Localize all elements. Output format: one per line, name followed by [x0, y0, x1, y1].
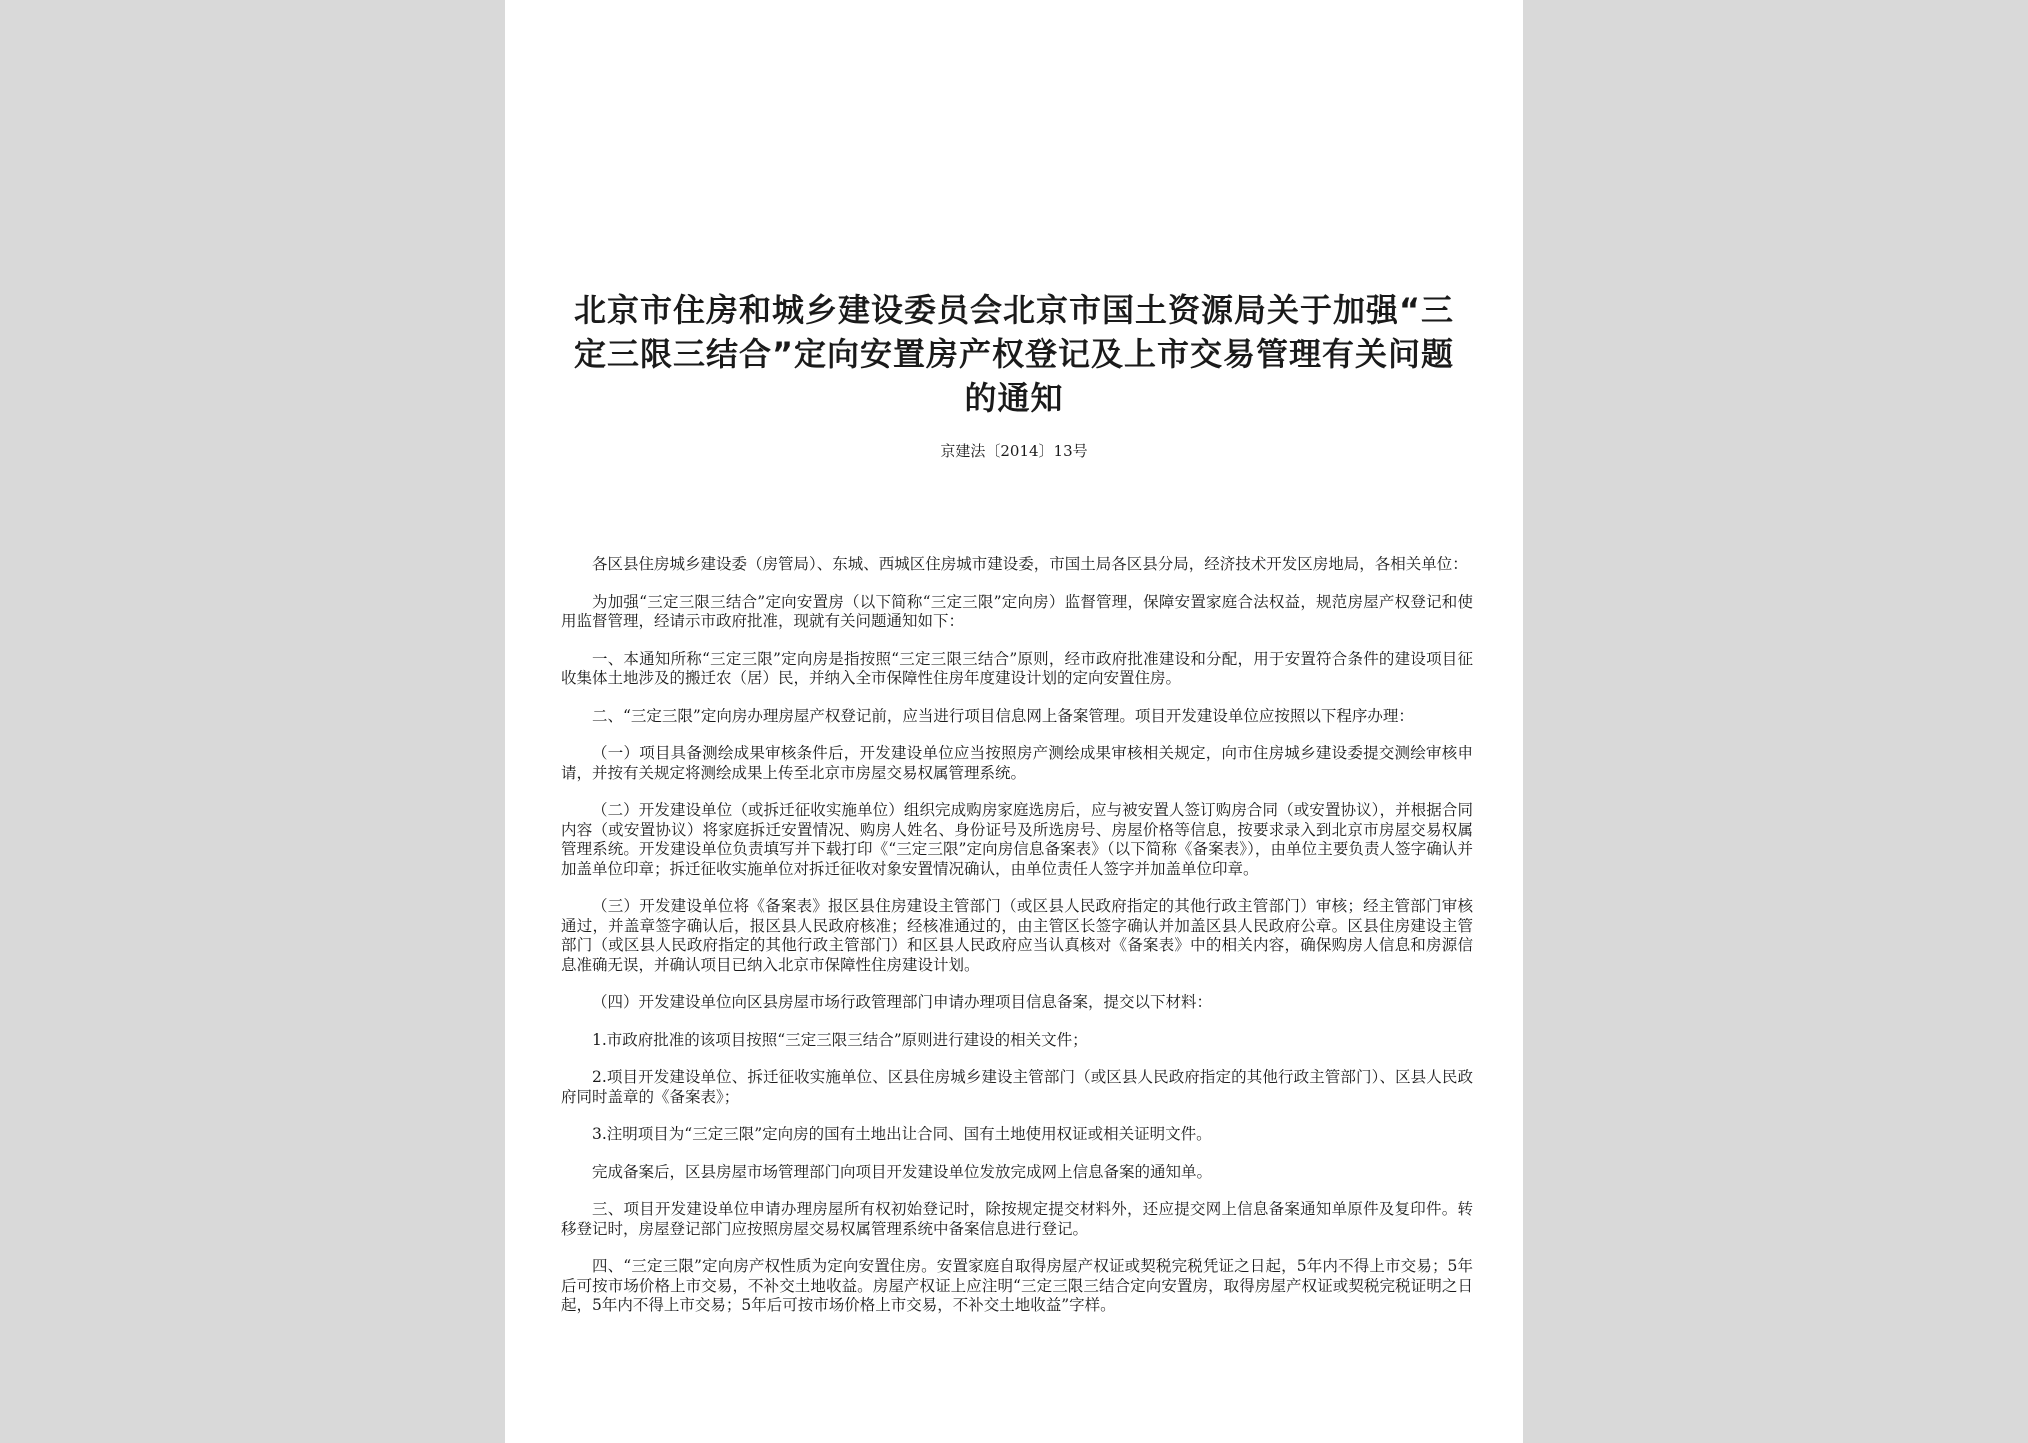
body-paragraph: 完成备案后，区县房屋市场管理部门向项目开发建设单位发放完成网上信息备案的通知单。	[592, 1162, 1213, 1181]
body-paragraph: 一、本通知所称“三定三限”定向房是指按照“三定三限三结合”原则，经市政府批准建设和分配，用于安置符合条件的建设项目征收集体土地涉及的搬迁农（居）民，并纳入全市保障性住房年度建设计划的定向安置住房。	[561, 649, 1473, 687]
salutation-paragraph: 各区县住房城乡建设委（房管局）、东城、西城区住房城市建设委，市国土局各区县分局，经济技术开发区房地局，各相关单位：	[592, 555, 1468, 573]
document-page	[505, 0, 1523, 1443]
body-paragraph: 1.市政府批准的该项目按照“三定三限三结合”原则进行建设的相关文件；	[592, 1030, 1088, 1049]
body-paragraph: （一）项目具备测绘成果审核条件后，开发建设单位应当按照房产测绘成果审核相关规定，向市住房城乡建设委提交测绘审核申请，并按有关规定将测绘成果上传至北京市房屋交易权属管理系统。	[561, 744, 1473, 782]
document-title: 北京市住房和城乡建设委员会北京市国土资源局关于加强“三定三限三结合”定向安置房产权登记及上市交易管理有关问题的通知	[573, 291, 1455, 417]
body-paragraph: 为加强“三定三限三结合”定向安置房（以下简称“三定三限”定向房）监督管理，保障安置家庭合法权益，规范房屋产权登记和使用监督管理，经请示市政府批准，现就有关问题通知如下：	[561, 592, 1473, 630]
body-paragraph: 四、“三定三限”定向房产权性质为定向安置住房。安置家庭自取得房屋产权证或契税完税凭证之日起，5年内不得上市交易；5年后可按市场价格上市交易，不补交土地收益。房屋产权证上应注明“三定三限三结合定向安置房，取得房屋产权证或契税完税证明之日起，5年内不得上市交易；5年后可按市场价格上市交易，不补交土地收益”字样。	[561, 1257, 1473, 1314]
document-number: 京建法〔2014〕13号	[940, 442, 1088, 460]
body-paragraph: （四）开发建设单位向区县房屋市场行政管理部门申请办理项目信息备案，提交以下材料：	[592, 993, 1213, 1011]
body-paragraph: 2.项目开发建设单位、拆迁征收实施单位、区县住房城乡建设主管部门（或区县人民政府指定的其他行政主管部门）、区县人民政府同时盖章的《备案表》；	[561, 1068, 1473, 1106]
body-paragraph: 二、“三定三限”定向房办理房屋产权登记前，应当进行项目信息网上备案管理。项目开发建设单位应按照以下程序办理：	[592, 706, 1414, 725]
body-paragraph: （三）开发建设单位将《备案表》报区县住房建设主管部门（或区县人民政府指定的其他行政主管部门）审核；经主管部门审核通过，并盖章签字确认后，报区县人民政府核准；经核准通过的，由主管区长签字确认并加盖区县人民政府公章。区县住房建设主管部门（或区县人民政府指定的其他行政主管部门）和区县人民政府应当认真核对《备案表》中的相关内容，确保购房人信息和房源信息准确无误，并确认项目已纳入北京市保障性住房建设计划。	[561, 897, 1473, 974]
document-body	[561, 555, 1473, 1334]
body-paragraph: 3.注明项目为“三定三限”定向房的国有土地出让合同、国有土地使用权证或相关证明文件。	[592, 1125, 1212, 1143]
body-paragraph: 三、项目开发建设单位申请办理房屋所有权初始登记时，除按规定提交材料外，还应提交网上信息备案通知单原件及复印件。转移登记时，房屋登记部门应按照房屋交易权属管理系统中备案信息进行登记。	[561, 1200, 1473, 1238]
body-paragraph: （二）开发建设单位（或拆迁征收实施单位）组织完成购房家庭选房后，应与被安置人签订购房合同（或安置协议），并根据合同内容（或安置协议）将家庭拆迁安置情况、购房人姓名、身份证号及所选房号、房屋价格等信息，按要求录入到北京市房屋交易权属管理系统。开发建设单位负责填写并下载打印《“三定三限”定向房信息备案表》（以下简称《备案表》），由单位主要负责人签字确认并加盖单位印章；拆迁征收实施单位对拆迁征收对象安置情况确认，由单位责任人签字并加盖单位印章。	[561, 801, 1473, 878]
